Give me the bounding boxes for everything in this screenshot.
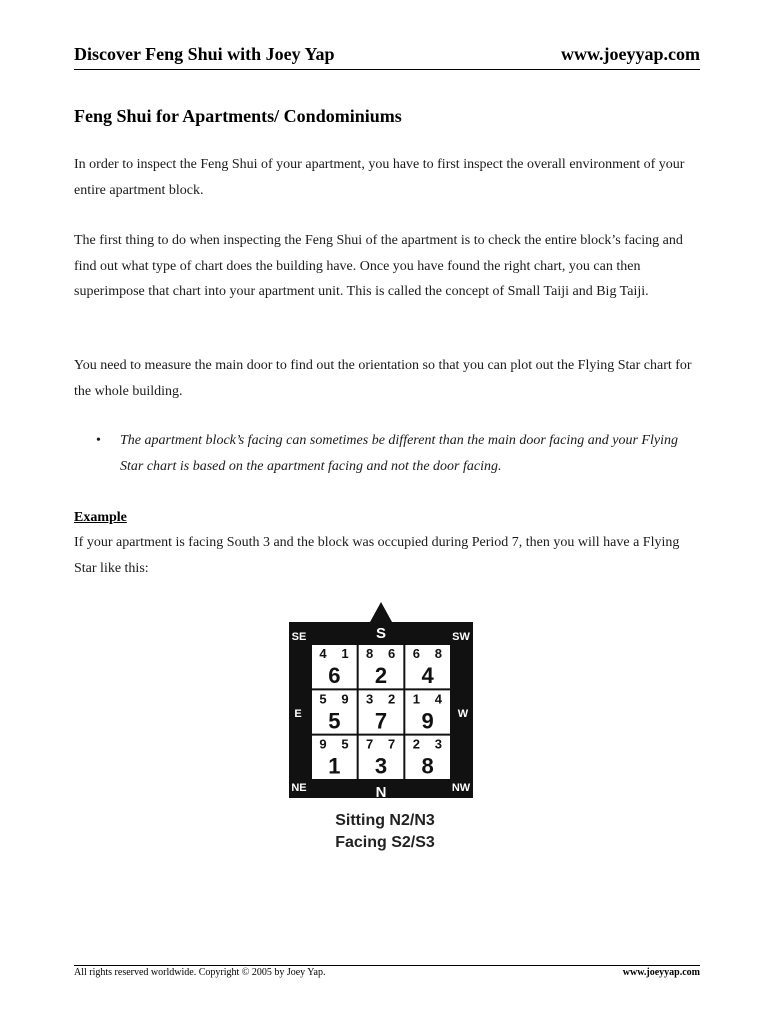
mountain-star: 4 [319, 646, 327, 661]
water-star: 2 [388, 691, 396, 707]
base-star: 3 [374, 753, 388, 779]
chart-caption-sitting: Sitting N2/N3 [335, 812, 435, 829]
flying-star-chart [285, 600, 477, 806]
base-star: 6 [328, 663, 341, 688]
base-star: 7 [374, 708, 388, 734]
mountain-star: 6 [412, 646, 420, 661]
base-star: 1 [328, 753, 341, 779]
document-title: Feng Shui for Apartments/ Condominiums [74, 106, 402, 126]
flying-star-chart-graphic [285, 600, 477, 806]
base-star: 5 [328, 708, 341, 734]
mountain-star: 7 [366, 736, 374, 752]
base-star: 2 [374, 663, 388, 688]
bullet-text: The apartment block’s facing can sometimes be different than the main door facing and your Flying Star chart is based on the apartment facing and not the door facing. [120, 433, 678, 474]
page-header [74, 44, 700, 65]
example-text: If your apartment is facing South 3 and the block was occupied during Period 7, then you will have a Flying Star like this: [74, 535, 680, 576]
chart-caption-facing: Facing S2/S3 [335, 834, 435, 851]
water-star: 5 [341, 736, 349, 752]
chart-caption [320, 810, 450, 854]
mountain-star: 9 [319, 736, 327, 752]
paragraph-measure-door: You need to measure the main door to find out the orientation so that you can plot out the Flying Star chart for the whole building. [74, 358, 692, 399]
page-footer [74, 967, 700, 978]
direction-top: S [375, 625, 387, 642]
water-star: 8 [434, 646, 442, 661]
paragraph-block-facing: The first thing to do when inspecting the Feng Shui of the apartment is to check the entire block’s facing and find out what type of chart does the building have. Once you have found the right chart, you can then superimpose that chart into your apartment unit. This is called the concept of Small Taiji and Big Taiji. [74, 233, 683, 299]
mountain-star: 3 [366, 691, 374, 707]
mountain-star: 8 [366, 646, 374, 661]
direction-top-right: SW [452, 631, 470, 643]
footer-url[interactable]: www.joeyyap.com [622, 967, 700, 978]
chart-cells [319, 646, 442, 779]
header-title: Discover Feng Shui with Joey Yap [74, 44, 335, 64]
paragraph-intro: In order to inspect the Feng Shui of your apartment, you have to first inspect the overall environment of your entire apartment block. [74, 157, 685, 198]
water-star: 4 [434, 691, 442, 707]
water-star: 1 [341, 646, 349, 661]
bullet-item [96, 428, 696, 479]
base-star: 4 [421, 663, 434, 688]
header-url[interactable]: www.joeyyap.com [561, 44, 700, 64]
water-star: 9 [341, 691, 349, 707]
direction-top-left: SE [291, 631, 307, 643]
water-star: 3 [434, 736, 442, 752]
base-star: 8 [421, 753, 434, 779]
water-star: 6 [388, 646, 396, 661]
direction-bottom-right: NW [451, 782, 471, 794]
base-star: 9 [421, 708, 434, 734]
header-divider [74, 69, 700, 70]
water-star: 7 [388, 736, 396, 752]
direction-right: W [457, 708, 469, 720]
footer-divider [74, 965, 700, 966]
direction-bottom-left: NE [291, 782, 307, 794]
mountain-star: 1 [412, 691, 420, 707]
mountain-star: 2 [412, 736, 420, 752]
bullet-icon: • [96, 433, 101, 448]
direction-bottom: N [375, 784, 387, 801]
mountain-star: 5 [319, 691, 327, 707]
direction-left: E [294, 708, 302, 720]
example-heading: Example [74, 510, 127, 525]
footer-copyright: All rights reserved worldwide. Copyright © 2005 by Joey Yap. [74, 967, 326, 978]
